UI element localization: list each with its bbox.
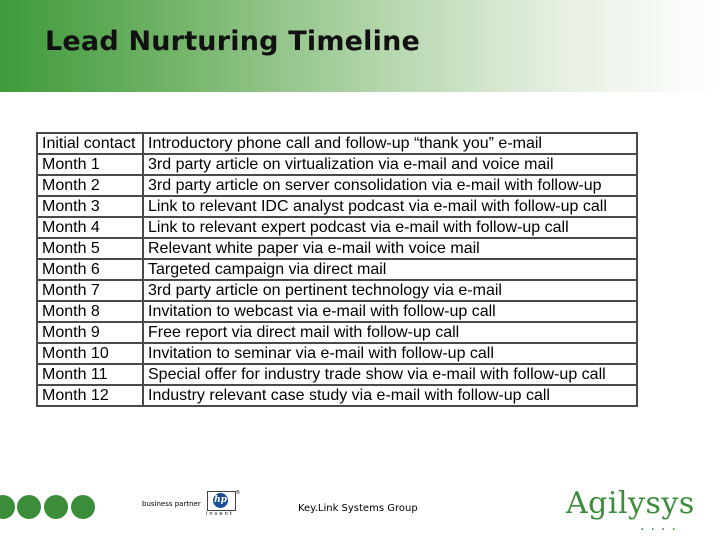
hp-logo-icon: hp xyxy=(213,493,228,508)
table-row xyxy=(37,259,637,280)
period-cell: Month 4 xyxy=(37,217,143,238)
period-cell: Month 9 xyxy=(37,322,143,343)
table-row xyxy=(37,238,637,259)
dot-icon xyxy=(17,495,41,519)
table-row xyxy=(37,301,637,322)
activity-cell: 3rd party article on pertinent technology via e-mail xyxy=(143,280,637,301)
activity-cell: 3rd party article on virtualization via e-mail and voice mail xyxy=(143,154,637,175)
table-row xyxy=(37,154,637,175)
dot-icon xyxy=(0,495,15,519)
period-cell: Month 6 xyxy=(37,259,143,280)
period-cell: Month 7 xyxy=(37,280,143,301)
period-cell: Month 2 xyxy=(37,175,143,196)
activity-cell: Relevant white paper via e-mail with voice mail xyxy=(143,238,637,259)
table-row xyxy=(37,280,637,301)
table-row xyxy=(37,133,637,154)
registered-mark: ® xyxy=(236,490,240,496)
timeline-table xyxy=(36,132,638,407)
activity-cell: Free report via direct mail with follow-up call xyxy=(143,322,637,343)
activity-cell: Link to relevant IDC analyst podcast via e-mail with follow-up call xyxy=(143,196,637,217)
activity-cell: Invitation to webcast via e-mail with follow-up call xyxy=(143,301,637,322)
activity-cell: 3rd party article on server consolidation via e-mail with follow-up xyxy=(143,175,637,196)
period-cell: Month 11 xyxy=(37,364,143,385)
period-cell: Month 1 xyxy=(37,154,143,175)
period-cell: Month 3 xyxy=(37,196,143,217)
dot-icon xyxy=(44,495,68,519)
hp-tagline: invent xyxy=(206,511,234,517)
table-row xyxy=(37,196,637,217)
activity-cell: Link to relevant expert podcast via e-mail with follow-up call xyxy=(143,217,637,238)
timeline-body xyxy=(37,133,637,406)
table-row xyxy=(37,385,637,406)
activity-cell: Industry relevant case study via e-mail with follow-up call xyxy=(143,385,637,406)
period-cell: Month 10 xyxy=(37,343,143,364)
period-cell: Month 8 xyxy=(37,301,143,322)
activity-cell: Introductory phone call and follow-up “thank you” e-mail xyxy=(143,133,637,154)
table-row xyxy=(37,217,637,238)
period-cell: Month 5 xyxy=(37,238,143,259)
hp-logo-box xyxy=(207,491,236,511)
activity-cell: Special offer for industry trade show via e-mail with follow-up call xyxy=(143,364,637,385)
table-row xyxy=(37,364,637,385)
page-title: Lead Nurturing Timeline xyxy=(45,26,421,57)
agilysys-logo-dots: .... xyxy=(640,518,682,534)
activity-cell: Invitation to seminar via e-mail with follow-up call xyxy=(143,343,637,364)
period-cell: Initial contact xyxy=(37,133,143,154)
footer-text: Key.Link Systems Group xyxy=(298,503,418,514)
table-row xyxy=(37,322,637,343)
agilysys-logo: Agilysys xyxy=(566,486,695,521)
partner-label: business partner xyxy=(142,500,201,508)
table-row xyxy=(37,175,637,196)
dot-icon xyxy=(71,495,95,519)
table-row xyxy=(37,343,637,364)
activity-cell: Targeted campaign via direct mail xyxy=(143,259,637,280)
hp-business-partner-logo xyxy=(142,490,242,520)
period-cell: Month 12 xyxy=(37,385,143,406)
